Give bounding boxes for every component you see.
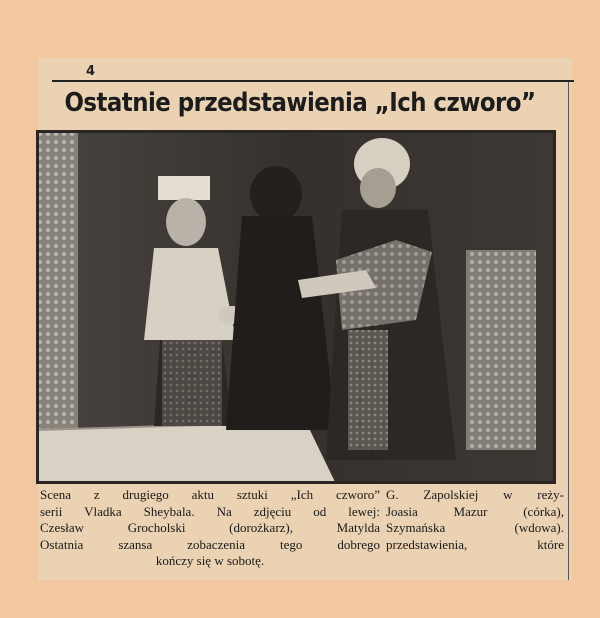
page-number: 4 xyxy=(86,64,96,79)
caption-line xyxy=(40,487,564,504)
column-rule xyxy=(568,82,569,580)
caption-left: Czesław Grocholski (dorożkarz), Matylda xyxy=(40,520,380,535)
caption-right: przedstawienia, które xyxy=(386,536,564,552)
caption-line xyxy=(40,520,564,537)
caption-line xyxy=(40,553,564,570)
caption-right: Szymańska (wdowa). xyxy=(386,520,564,535)
stage-scene-photo xyxy=(36,130,556,484)
caption-left: Scena z drugiego aktu sztuki „Ich czworo” xyxy=(40,487,380,502)
caption-left: Ostatnia szansa zobaczenia tego dobrego xyxy=(40,536,380,552)
top-rule xyxy=(52,80,574,82)
caption-line xyxy=(40,537,564,554)
caption-line xyxy=(40,504,564,521)
caption-right: G. Zapolskiej w reży- xyxy=(386,487,564,502)
headline: Ostatnie przedstawienia „Ich czworo” xyxy=(64,88,536,118)
caption-last-line: kończy się w sobotę. xyxy=(155,553,265,568)
caption-right: Joasia Mazur (córka), xyxy=(386,503,564,519)
photo-caption xyxy=(40,487,564,570)
caption-left: serii Vladka Sheybala. Na zdjęciu od lewej: xyxy=(40,503,380,519)
